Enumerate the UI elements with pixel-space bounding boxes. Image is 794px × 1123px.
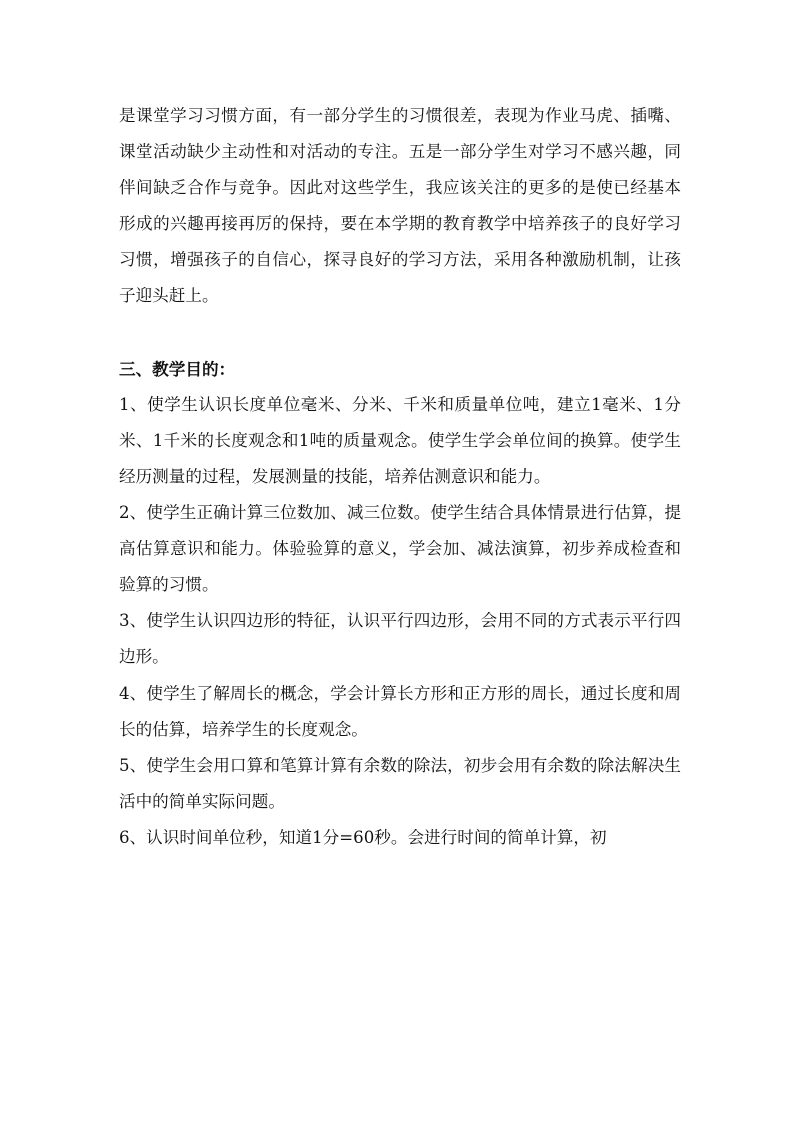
goal-item-5: 5、使学生会用口算和笔算计算有余数的除法，初步会用有余数的除法解决生活中的简单实际问题。 bbox=[119, 755, 681, 811]
intro-paragraph: 是课堂学习习惯方面，有一部分学生的习惯很差，表现为作业马虎、插嘴、课堂活动缺少主动性和对活动的专注。五是一部分学生对学习不感兴趣，同伴间缺乏合作与竞争。因此对这些学生，我应该关注的更多的是使已经基本形成的兴趣再接再厉的保持，要在本学期的教育教学中培养孩子的良好学习习惯，增强孩子的自信心，探寻良好的学习方法，采用各种激励机制，让孩子迎头赶上。 bbox=[119, 106, 681, 306]
goal-item-6: 6、认识时间单位秒，知道1分=60秒。会进行时间的简单计算，初 bbox=[119, 827, 607, 847]
document-body bbox=[119, 98, 681, 856]
goal-item-2: 2、使学生正确计算三位数加、减三位数。使学生结合具体情景进行估算，提高估算意识和能力。体验验算的意义，学会加、减法演算，初步养成检查和验算的习惯。 bbox=[119, 503, 681, 595]
section-heading: 三、教学目的： bbox=[119, 358, 236, 379]
paragraph-spacer bbox=[119, 315, 681, 351]
goal-item-4: 4、使学生了解周长的概念，学会计算长方形和正方形的周长，通过长度和周长的估算，培养学生的长度观念。 bbox=[119, 683, 681, 739]
goal-item-3: 3、使学生认识四边形的特征，认识平行四边形，会用不同的方式表示平行四边形。 bbox=[119, 611, 681, 667]
goal-item-1: 1、使学生认识长度单位毫米、分米、千米和质量单位吨，建立1毫米、1分米、1千米的长度观念和1吨的质量观念。使学生学会单位间的换算。使学生经历测量的过程，发展测量的技能，培养估测意识和能力。 bbox=[119, 394, 681, 486]
